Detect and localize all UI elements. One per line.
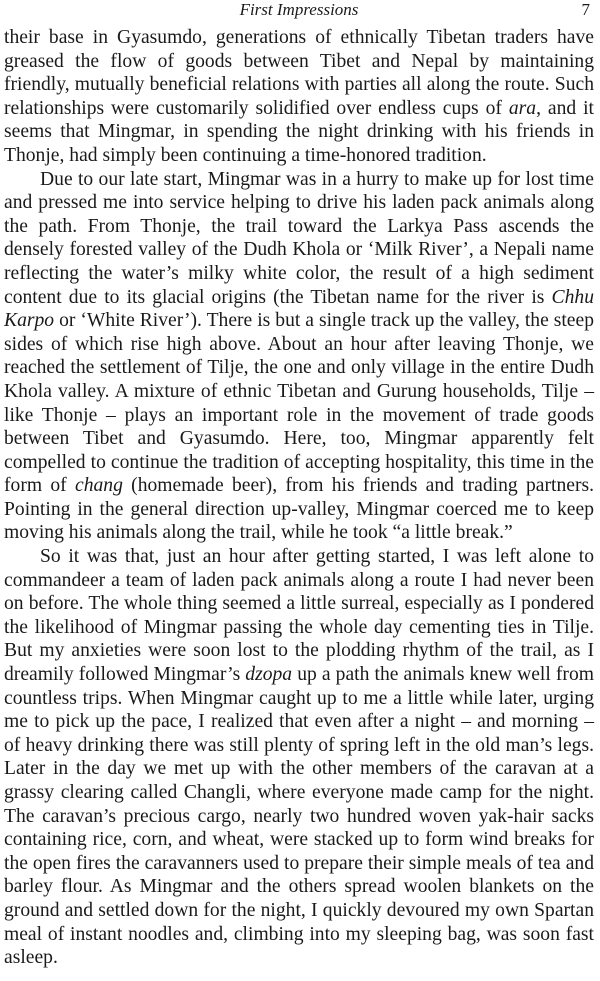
- text-segment: or ‘White River’). There is but a single track up the valley, the steep sides of which rise high above. About an hour after leaving Thonje, we reached the settlement of Tilje, the one and only village in the entire Dudh Khola valley. A mixture of ethnic Tibetan and Gurung households, Tilje – like Thonje – plays an important role in the movement of trade goods between Tibet and Gyasumdo. Here, too, Mingmar apparently felt compelled to continue the tradition of accepting hospitality, this time in the form of: [4, 310, 594, 497]
- italic-term-chang: chang: [75, 475, 123, 497]
- italic-term-dzopa: dzopa: [245, 664, 293, 686]
- paragraph-1: [4, 26, 594, 168]
- text-segment: So it was that, just an hour after getting started, I was left alone to commandeer a team of laden pack animals along a route I had never been on before. The whole thing seemed a little surreal, especially as I pondered the likelihood of Mingmar passing the whole day cementing ties in Tilje. But my anxieties were soon lost to the plodding rhythm of the trail, as I dreamily followed Mingmar’s: [4, 546, 594, 686]
- text-segment: their base in Gyasumdo, generations of ethnically Tibetan traders have greased the flow of goods between Tibet and Nepal by maintaining friendly, mutually beneficial relations with parties all along the route. Such relationships were customarily solidified over endless cups of: [4, 27, 594, 119]
- text-segment: Due to our late start, Mingmar was in a hurry to make up for lost time and pressed me into service helping to drive his laden pack animals along the path. From Thonje, the trail toward the Larkya Pass ascends the densely forested valley of the Dudh Khola or ‘Milk River’, a Nepali name reflecting the water’s milky white color, the result of a high sediment content due to its glacial origins (the Tibetan name for the river is: [4, 168, 594, 308]
- text-segment: (homemade beer), from his friends and trading partners. Pointing in the general direction up-valley, Mingmar coerced me to keep moving his animals along the trail, while he took “a little break.”: [4, 475, 594, 544]
- text-segment: up a path the animals knew well from countless trips. When Mingmar caught up to me a little while later, urging me to pick up the pace, I realized that even after a night – and morning – of heavy drinking there was still plenty of spring left in the old man’s legs. Later in the day we met up with the other members of the caravan at a grassy clearing called Changli, where everyone made camp for the night. The caravan’s precious cargo, nearly two hundred woven yak-hair sacks containing rice, corn, and wheat, were stacked up to form wind breaks for the open fires the caravanners used to prepare their simple meals of tea and barley flour. As Mingmar and the others spread woolen blankets on the ground and settled down for the night, I quickly devoured my own Spartan meal of instant noodles and, climbing into my sleeping bag, was soon fast asleep.: [4, 664, 594, 969]
- italic-term-ara: ara: [508, 97, 537, 119]
- page-number: 7: [581, 0, 590, 19]
- running-title: First Impressions: [239, 0, 359, 19]
- paragraph-3: [4, 545, 594, 970]
- paragraph-2: [4, 168, 594, 546]
- italic-term-chhu-karpo: Chhu Karpo: [4, 286, 594, 332]
- running-header: [4, 0, 594, 26]
- text-segment: , and it seems that Mingmar, in spending the night drinking with his friends in Thonje, had simply been continuing a time-honored tradition.: [4, 97, 595, 166]
- body-text: [4, 26, 594, 970]
